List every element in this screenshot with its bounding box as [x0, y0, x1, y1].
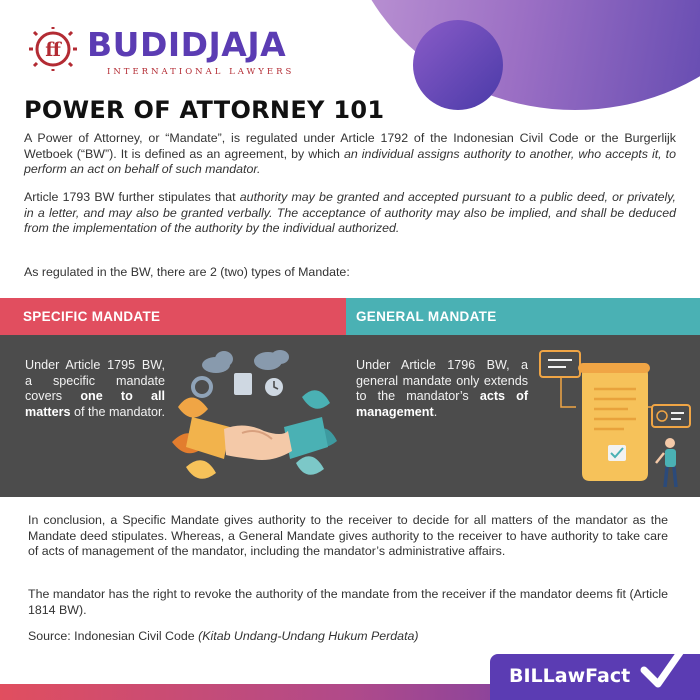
- svg-text:ﬀ: ﬀ: [45, 39, 61, 61]
- page-title: POWER OF ATTORNEY 101: [24, 96, 385, 124]
- handshake-illustration-icon: [172, 347, 337, 487]
- revocation-paragraph: The mandator has the right to revoke the authority of the mandate from the receiver if the mandator deems fit (Article 1814 BW).: [28, 587, 668, 617]
- general-mandate-panel: [346, 335, 700, 497]
- badge-label: BILLawFact: [509, 665, 631, 687]
- specific-mandate-panel: [0, 335, 346, 497]
- general-mandate-heading: GENERAL MANDATE: [346, 298, 700, 335]
- intro-paragraph-1: A Power of Attorney, or “Mandate”, is regulated under Article 1792 of the Indonesian Civil Code or the Burgerlijk Wetboek (“BW”). It is defined as an agreement, by which an individual assigns authority to another, who accepts it, to perform an act on behalf of such mandator.: [24, 131, 676, 177]
- brand-subtitle: INTERNATIONAL LAWYERS: [107, 67, 295, 77]
- brand-logo: [27, 25, 295, 81]
- specific-mandate-heading: SPECIFIC MANDATE: [0, 298, 346, 335]
- decorative-gradient-blob: [340, 0, 700, 110]
- checkmark-icon: [640, 638, 690, 694]
- general-mandate-text: Under Article 1796 BW, a general mandate only extends to the mandator’s acts of management.: [356, 358, 529, 419]
- document-scroll-illustration-icon: [536, 345, 696, 495]
- specific-mandate-text: Under Article 1795 BW, a specific mandate covers one to all matters of the mandator.: [25, 358, 166, 419]
- conclusion-paragraph: In conclusion, a Specific Mandate gives authority to the receiver to decide for all matters of the mandator as the Mandate deed stipulates. Whereas, a General Mandate gives authority to the receiver to have authority to take care of acts of management of the mandator, including the mandator’s administrative affairs.: [28, 513, 668, 559]
- source-line: Source: Indonesian Civil Code (Kitab Undang-Undang Hukum Perdata): [28, 629, 419, 643]
- billawfact-badge: [490, 654, 700, 700]
- logo-emblem-icon: [27, 25, 79, 73]
- decorative-circle: [413, 20, 503, 110]
- intro-paragraph-2: Article 1793 BW further stipulates that authority may be granted and accepted pursuant to a public deed, or privately, in a letter, and may also be granted verbally. The acceptance of authority may also be implied, and shall be deduced from the implementation of the authority by the individual authorized.: [24, 190, 676, 236]
- intro-paragraph-3: As regulated in the BW, there are 2 (two) types of Mandate:: [24, 265, 350, 279]
- brand-name: BUDIDJAJA: [87, 25, 287, 64]
